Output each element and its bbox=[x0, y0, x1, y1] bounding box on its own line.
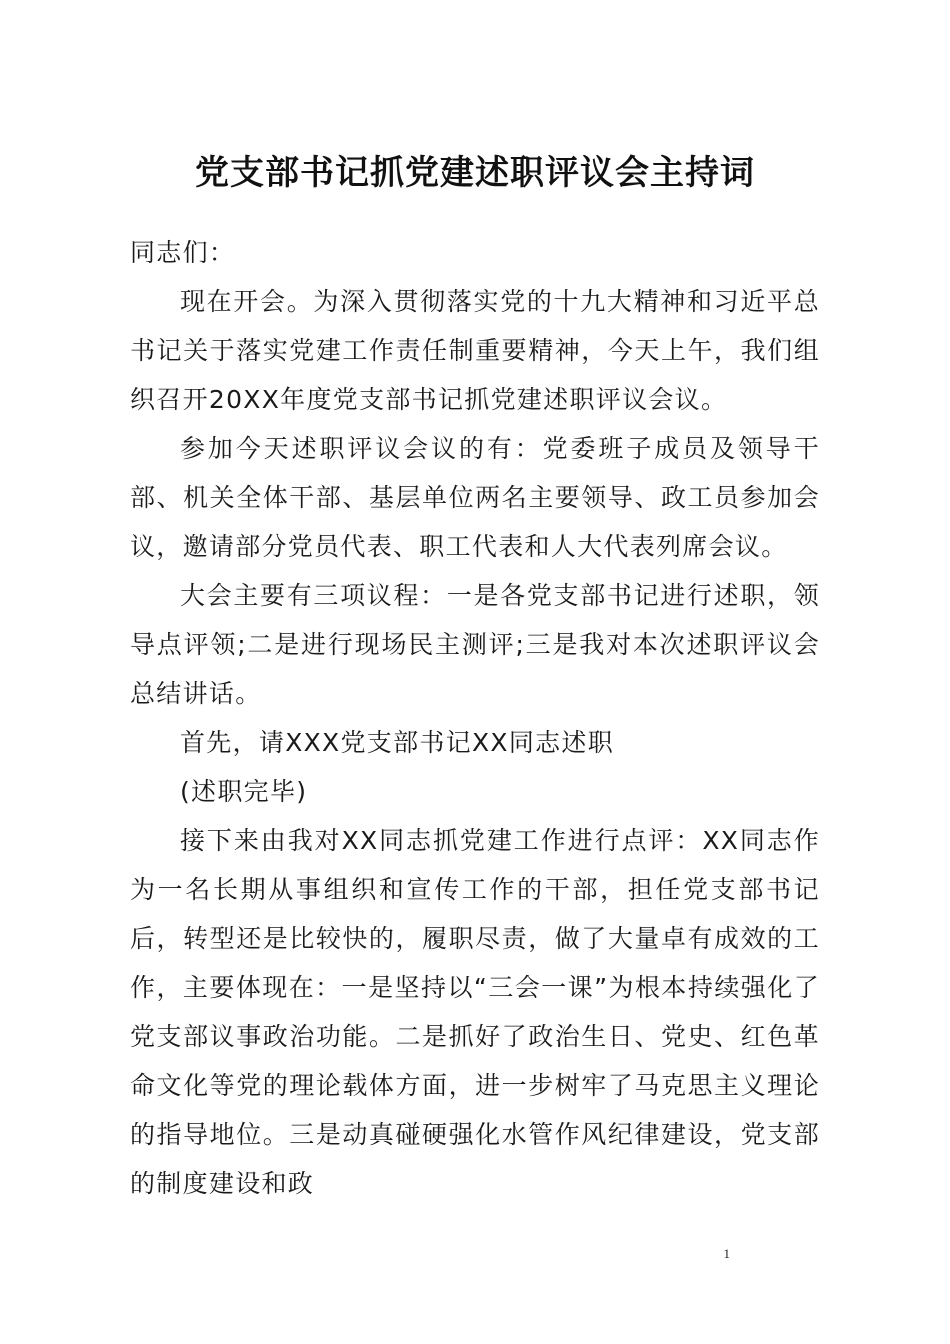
document-body bbox=[130, 228, 820, 1208]
paragraph-first-speaker: 首先，请XXX党支部书记XX同志述职 bbox=[180, 728, 615, 757]
page-number: 1 bbox=[723, 1246, 730, 1261]
paragraph-comment: 接下来由我对XX同志抓党建工作进行点评：XX同志作为一名长期从事组织和宣传工作的干部，担任党支部书记后，转型还是比较快的，履职尽责，做了大量卓有成效的工作，主要体现在：一是坚持以“三会一课”为根本持续强化了党支部议事政治功能。二是抓好了政治生日、党史、红色革命文化等党的理论载体方面，进一步树牢了马克思主义理论的指导地位。三是动真碰硬强化水管作风纪律建设，党支部的制度建设和政 bbox=[130, 826, 820, 1198]
paragraph-agenda: 大会主要有三项议程：一是各党支部书记进行述职，领导点评领;二是进行现场民主测评;三是我对本次述职评议会总结讲话。 bbox=[130, 581, 820, 708]
paragraph-attendees: 参加今天述职评议会议的有：党委班子成员及领导干部、机关全体干部、基层单位两名主要领导、政工员参加会议，邀请部分党员代表、职工代表和人大代表列席会议。 bbox=[130, 434, 820, 561]
salutation: 同志们： bbox=[130, 238, 236, 267]
document-title: 党支部书记抓党建述职评议会主持词 bbox=[195, 153, 755, 193]
paragraph-opening: 现在开会。为深入贯彻落实党的十九大精神和习近平总书记关于落实党建工作责任制重要精神，今天上午，我们组织召开20XX年度党支部书记抓党建述职评议会议。 bbox=[130, 287, 820, 414]
paragraph-report-finished: (述职完毕) bbox=[180, 777, 308, 806]
